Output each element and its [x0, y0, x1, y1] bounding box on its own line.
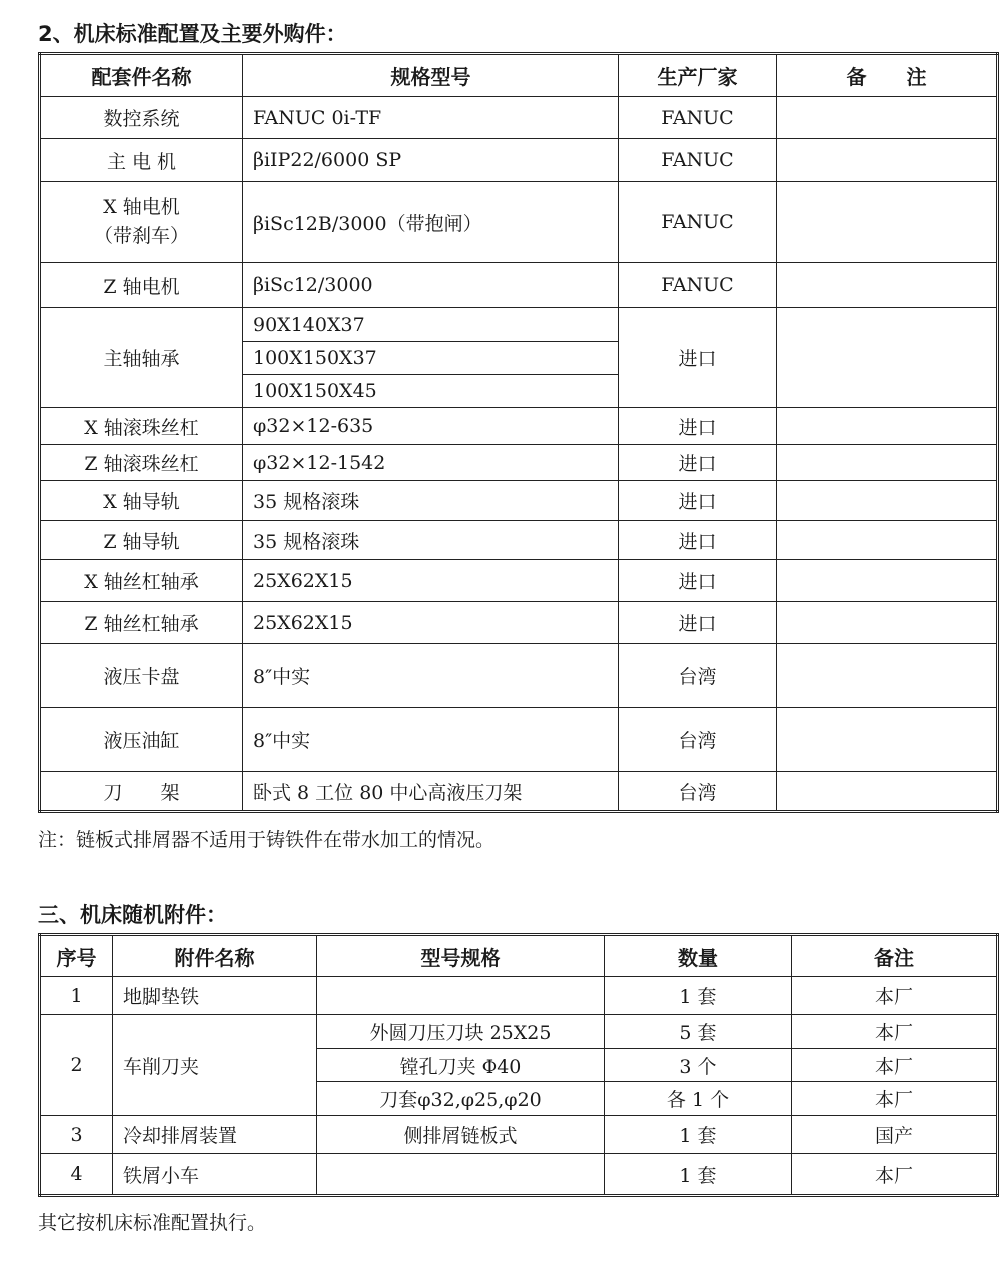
item-spec: 镗孔刀夹 Φ40 [317, 1049, 605, 1082]
item-name: 车削刀夹 [113, 1015, 317, 1116]
part-spec: βiIP22/6000 SP [243, 139, 619, 182]
item-name: 铁屑小车 [113, 1154, 317, 1196]
part-name: X 轴导轨 [40, 481, 243, 521]
part-spec: 8″中实 [243, 644, 619, 708]
col-header-qty: 数量 [605, 935, 792, 977]
table-row [40, 481, 998, 521]
table-row [40, 308, 998, 408]
part-name: 数控系统 [40, 97, 243, 139]
part-spec: 25X62X15 [243, 602, 619, 644]
part-spec: 卧式 8 工位 80 中心高液压刀架 [243, 772, 619, 812]
part-maker: FANUC [619, 97, 777, 139]
part-spec-list [243, 308, 619, 408]
part-maker: 进口 [619, 308, 777, 408]
part-name: Z 轴导轨 [40, 521, 243, 560]
col-header-name: 附件名称 [113, 935, 317, 977]
table-row [40, 445, 998, 481]
part-name: Z 轴电机 [40, 263, 243, 308]
part-note [777, 708, 998, 772]
part-name-line: （带刹车） [93, 225, 189, 247]
table-row [40, 1154, 998, 1196]
item-spec: 外圆刀压刀块 25X25 [317, 1015, 605, 1049]
item-name: 地脚垫铁 [113, 977, 317, 1015]
item-note: 本厂 [792, 977, 998, 1015]
part-note [777, 644, 998, 708]
table-row [40, 408, 998, 445]
col-header-note: 备注 [792, 935, 998, 977]
table-row [40, 602, 998, 644]
item-name: 冷却排屑装置 [113, 1116, 317, 1154]
part-spec: FANUC 0i-TF [243, 97, 619, 139]
item-spec: 刀套φ32,φ25,φ20 [317, 1082, 605, 1116]
table-row [40, 977, 998, 1015]
part-maker: 进口 [619, 445, 777, 481]
item-note: 本厂 [792, 1154, 998, 1196]
part-name: 液压卡盘 [40, 644, 243, 708]
part-spec: βiSc12B/3000（带抱闸） [243, 182, 619, 263]
part-spec: 90X140X37 [243, 309, 618, 342]
part-maker: 进口 [619, 481, 777, 521]
item-qty: 5 套 [605, 1015, 792, 1049]
part-spec: 8″中实 [243, 708, 619, 772]
part-name: Z 轴丝杠轴承 [40, 602, 243, 644]
part-name: X 轴丝杠轴承 [40, 560, 243, 602]
table-row [40, 1015, 998, 1049]
section3-heading: 三、机床随机附件： [38, 903, 227, 927]
standard-config-table [38, 52, 999, 813]
part-spec: 35 规格滚珠 [243, 481, 619, 521]
part-spec: φ32×12-635 [243, 408, 619, 445]
item-qty: 3 个 [605, 1049, 792, 1082]
item-spec [317, 1154, 605, 1196]
part-name: 主轴轴承 [40, 308, 243, 408]
part-maker: FANUC [619, 182, 777, 263]
col-header-no: 序号 [40, 935, 113, 977]
accessories-table [38, 933, 999, 1197]
part-note [777, 560, 998, 602]
part-note [777, 139, 998, 182]
part-name: Z 轴滚珠丝杠 [40, 445, 243, 481]
section2-heading: 2、机床标准配置及主要外购件： [38, 22, 347, 46]
item-note: 本厂 [792, 1015, 998, 1049]
col-header-spec: 规格型号 [243, 54, 619, 97]
col-header-maker: 生产厂家 [619, 54, 777, 97]
table-row [40, 263, 998, 308]
table-row [40, 97, 998, 139]
part-note [777, 602, 998, 644]
item-no: 3 [40, 1116, 113, 1154]
part-maker: 进口 [619, 602, 777, 644]
item-qty: 1 套 [605, 1154, 792, 1196]
item-spec: 侧排屑链板式 [317, 1116, 605, 1154]
part-spec: φ32×12-1542 [243, 445, 619, 481]
item-note: 本厂 [792, 1082, 998, 1116]
part-name: X 轴滚珠丝杠 [40, 408, 243, 445]
table-row [40, 1116, 998, 1154]
item-qty: 各 1 个 [605, 1082, 792, 1116]
part-maker: 台湾 [619, 644, 777, 708]
part-note [777, 182, 998, 263]
part-maker: 进口 [619, 560, 777, 602]
part-spec: 100X150X45 [253, 379, 377, 402]
part-note [777, 308, 998, 408]
part-spec: 100X150X37 [243, 341, 618, 374]
part-maker: FANUC [619, 263, 777, 308]
part-note [777, 97, 998, 139]
table-row [40, 560, 998, 602]
item-note: 国产 [792, 1116, 998, 1154]
table-header-row [40, 54, 998, 97]
part-maker: FANUC [619, 139, 777, 182]
part-maker: 台湾 [619, 772, 777, 812]
section3-footnote: 其它按机床标准配置执行。 [38, 1212, 267, 1234]
part-name: 主 电 机 [40, 139, 243, 182]
table-row [40, 644, 998, 708]
item-no: 1 [40, 977, 113, 1015]
part-name-line: X 轴电机 [103, 195, 180, 218]
part-name: 刀 架 [40, 772, 243, 812]
part-name [40, 182, 243, 263]
item-note: 本厂 [792, 1049, 998, 1082]
part-name: 液压油缸 [40, 708, 243, 772]
part-note [777, 772, 998, 812]
part-maker: 进口 [619, 521, 777, 560]
part-note [777, 408, 998, 445]
col-header-note: 备 注 [777, 54, 998, 97]
col-header-spec: 型号规格 [317, 935, 605, 977]
table-row [40, 139, 998, 182]
table-row [40, 772, 998, 812]
item-no: 2 [40, 1015, 113, 1116]
item-qty: 1 套 [605, 1116, 792, 1154]
part-note [777, 263, 998, 308]
table-row [40, 708, 998, 772]
part-spec: 25X62X15 [243, 560, 619, 602]
part-note [777, 481, 998, 521]
item-qty: 1 套 [605, 977, 792, 1015]
table-row [40, 182, 998, 263]
col-header-name: 配套件名称 [40, 54, 243, 97]
part-maker: 进口 [619, 408, 777, 445]
item-no: 4 [40, 1154, 113, 1196]
part-note [777, 445, 998, 481]
part-note [777, 521, 998, 560]
part-maker: 台湾 [619, 708, 777, 772]
item-spec [317, 977, 605, 1015]
section2-footnote: 注：链板式排屑器不适用于铸铁件在带水加工的情况。 [38, 829, 495, 851]
table-row [40, 521, 998, 560]
table-header-row [40, 935, 998, 977]
part-spec: 35 规格滚珠 [243, 521, 619, 560]
part-spec: βiSc12/3000 [243, 263, 619, 308]
